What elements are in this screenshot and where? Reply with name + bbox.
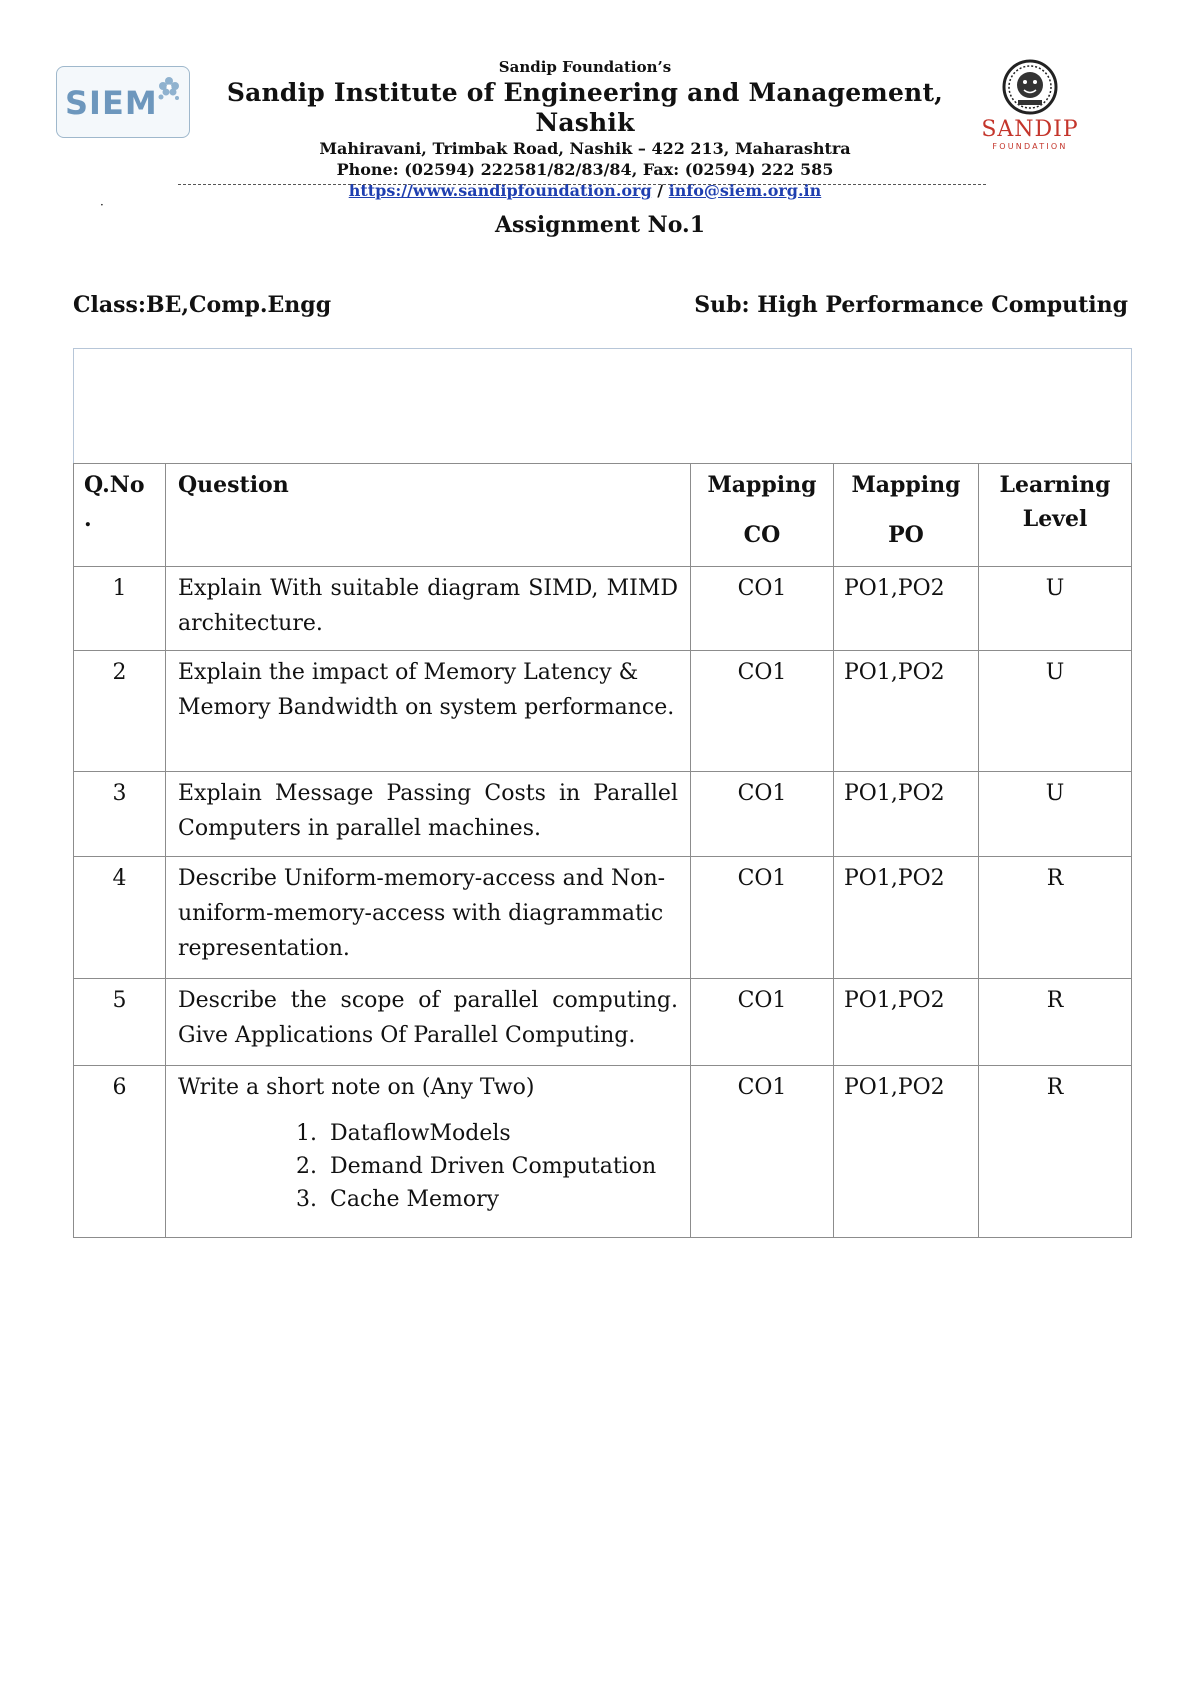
row-question: Explain With suitable diagram SIMD, MIMD architecture. [166,567,691,651]
blank-header-row [74,349,1132,464]
subject-label: Sub: High Performance Computing [694,292,1128,318]
foundation-name: Sandip Foundation’s [498,58,672,76]
header-qno [74,464,166,567]
row-po: PO1,PO2 [834,979,979,1066]
row-level: R [979,857,1132,979]
institute-name: Sandip Institute of Engineering and Management, Nashik [226,78,944,137]
row-co: CO1 [691,651,834,772]
header-po-line2: PO [888,522,924,548]
row-question: Describe Uniform-memory-access and Non-uniform-memory-access with diagrammatic representation. [166,857,691,979]
header-divider [178,184,986,185]
assignment-title: Assignment No.1 [494,212,706,238]
row-number: 2 [74,651,166,772]
row-question-text: Write a short note on (Any Two) [178,1075,535,1100]
row-number: 5 [74,979,166,1066]
blank-cell [74,349,1132,464]
email-link[interactable]: info@siem.org.in [668,181,822,200]
table-row [74,857,1132,979]
row-question: Explain Message Passing Costs in Parallel Computers in parallel machines. [166,772,691,857]
row-level: U [979,651,1132,772]
row-number: 4 [74,857,166,979]
header-qno-line1: Q.No [84,472,145,498]
row-number: 6 [74,1066,166,1238]
row-po: PO1,PO2 [834,857,979,979]
row-co: CO1 [691,857,834,979]
header-co-line1: Mapping [707,472,817,498]
table-row [74,1066,1132,1238]
lion-emblem-icon [1000,58,1060,116]
row-number: 3 [74,772,166,857]
row-question [166,1066,691,1238]
row-po: PO1,PO2 [834,567,979,651]
row-po: PO1,PO2 [834,651,979,772]
header-question: Question [166,464,691,567]
list-item: 2. Demand Driven Computation [324,1150,678,1183]
list-item: 3. Cache Memory [324,1183,678,1216]
row-level: U [979,772,1132,857]
note-options-list [178,1117,678,1216]
table-header-row [74,464,1132,567]
header-co-line2: CO [743,522,781,548]
row-co: CO1 [691,1066,834,1238]
table-row [74,567,1132,651]
class-label: Class:BE,Comp.Engg [73,292,332,318]
letterhead [0,0,1200,210]
row-po: PO1,PO2 [834,1066,979,1238]
row-level: U [979,567,1132,651]
header-qno-line2: . [84,506,92,532]
sandip-logo-subtitle: FOUNDATION [992,142,1068,151]
table-row [74,979,1132,1066]
header-mapping-co [691,464,834,567]
header-level-line1: Learning [999,472,1111,498]
institute-address: Mahiravani, Trimbak Road, Nashik – 422 213, Maharashtra [319,139,851,158]
questions-table [73,348,1132,1238]
website-link[interactable]: https://www.sandipfoundation.org [348,181,652,200]
institute-phone: Phone: (02594) 222581/82/83/84, Fax: (02594) 222 585 [336,160,834,179]
row-number: 1 [74,567,166,651]
sandip-foundation-logo [970,58,1090,158]
row-po: PO1,PO2 [834,772,979,857]
institute-details [200,56,970,201]
header-level-line2: Level [1022,506,1088,532]
stray-mark: · [100,198,104,212]
row-co: CO1 [691,567,834,651]
sandip-logo-name: SANDIP [981,117,1079,142]
siem-logo-text: SIEM [65,84,158,122]
row-level: R [979,1066,1132,1238]
header-learning-level [979,464,1132,567]
flower-icon [155,73,183,103]
table-row [74,772,1132,857]
link-separator: / [651,181,669,200]
list-item: 1. DataflowModels [324,1117,678,1150]
header-po-line1: Mapping [851,472,961,498]
header-mapping-po [834,464,979,567]
row-co: CO1 [691,979,834,1066]
row-co: CO1 [691,772,834,857]
row-level: R [979,979,1132,1066]
siem-logo [56,66,190,138]
row-question: Explain the impact of Memory Latency & Memory Bandwidth on system performance. [166,651,691,772]
table-row [74,651,1132,772]
row-question: Describe the scope of parallel computing. Give Applications Of Parallel Computing. [166,979,691,1066]
